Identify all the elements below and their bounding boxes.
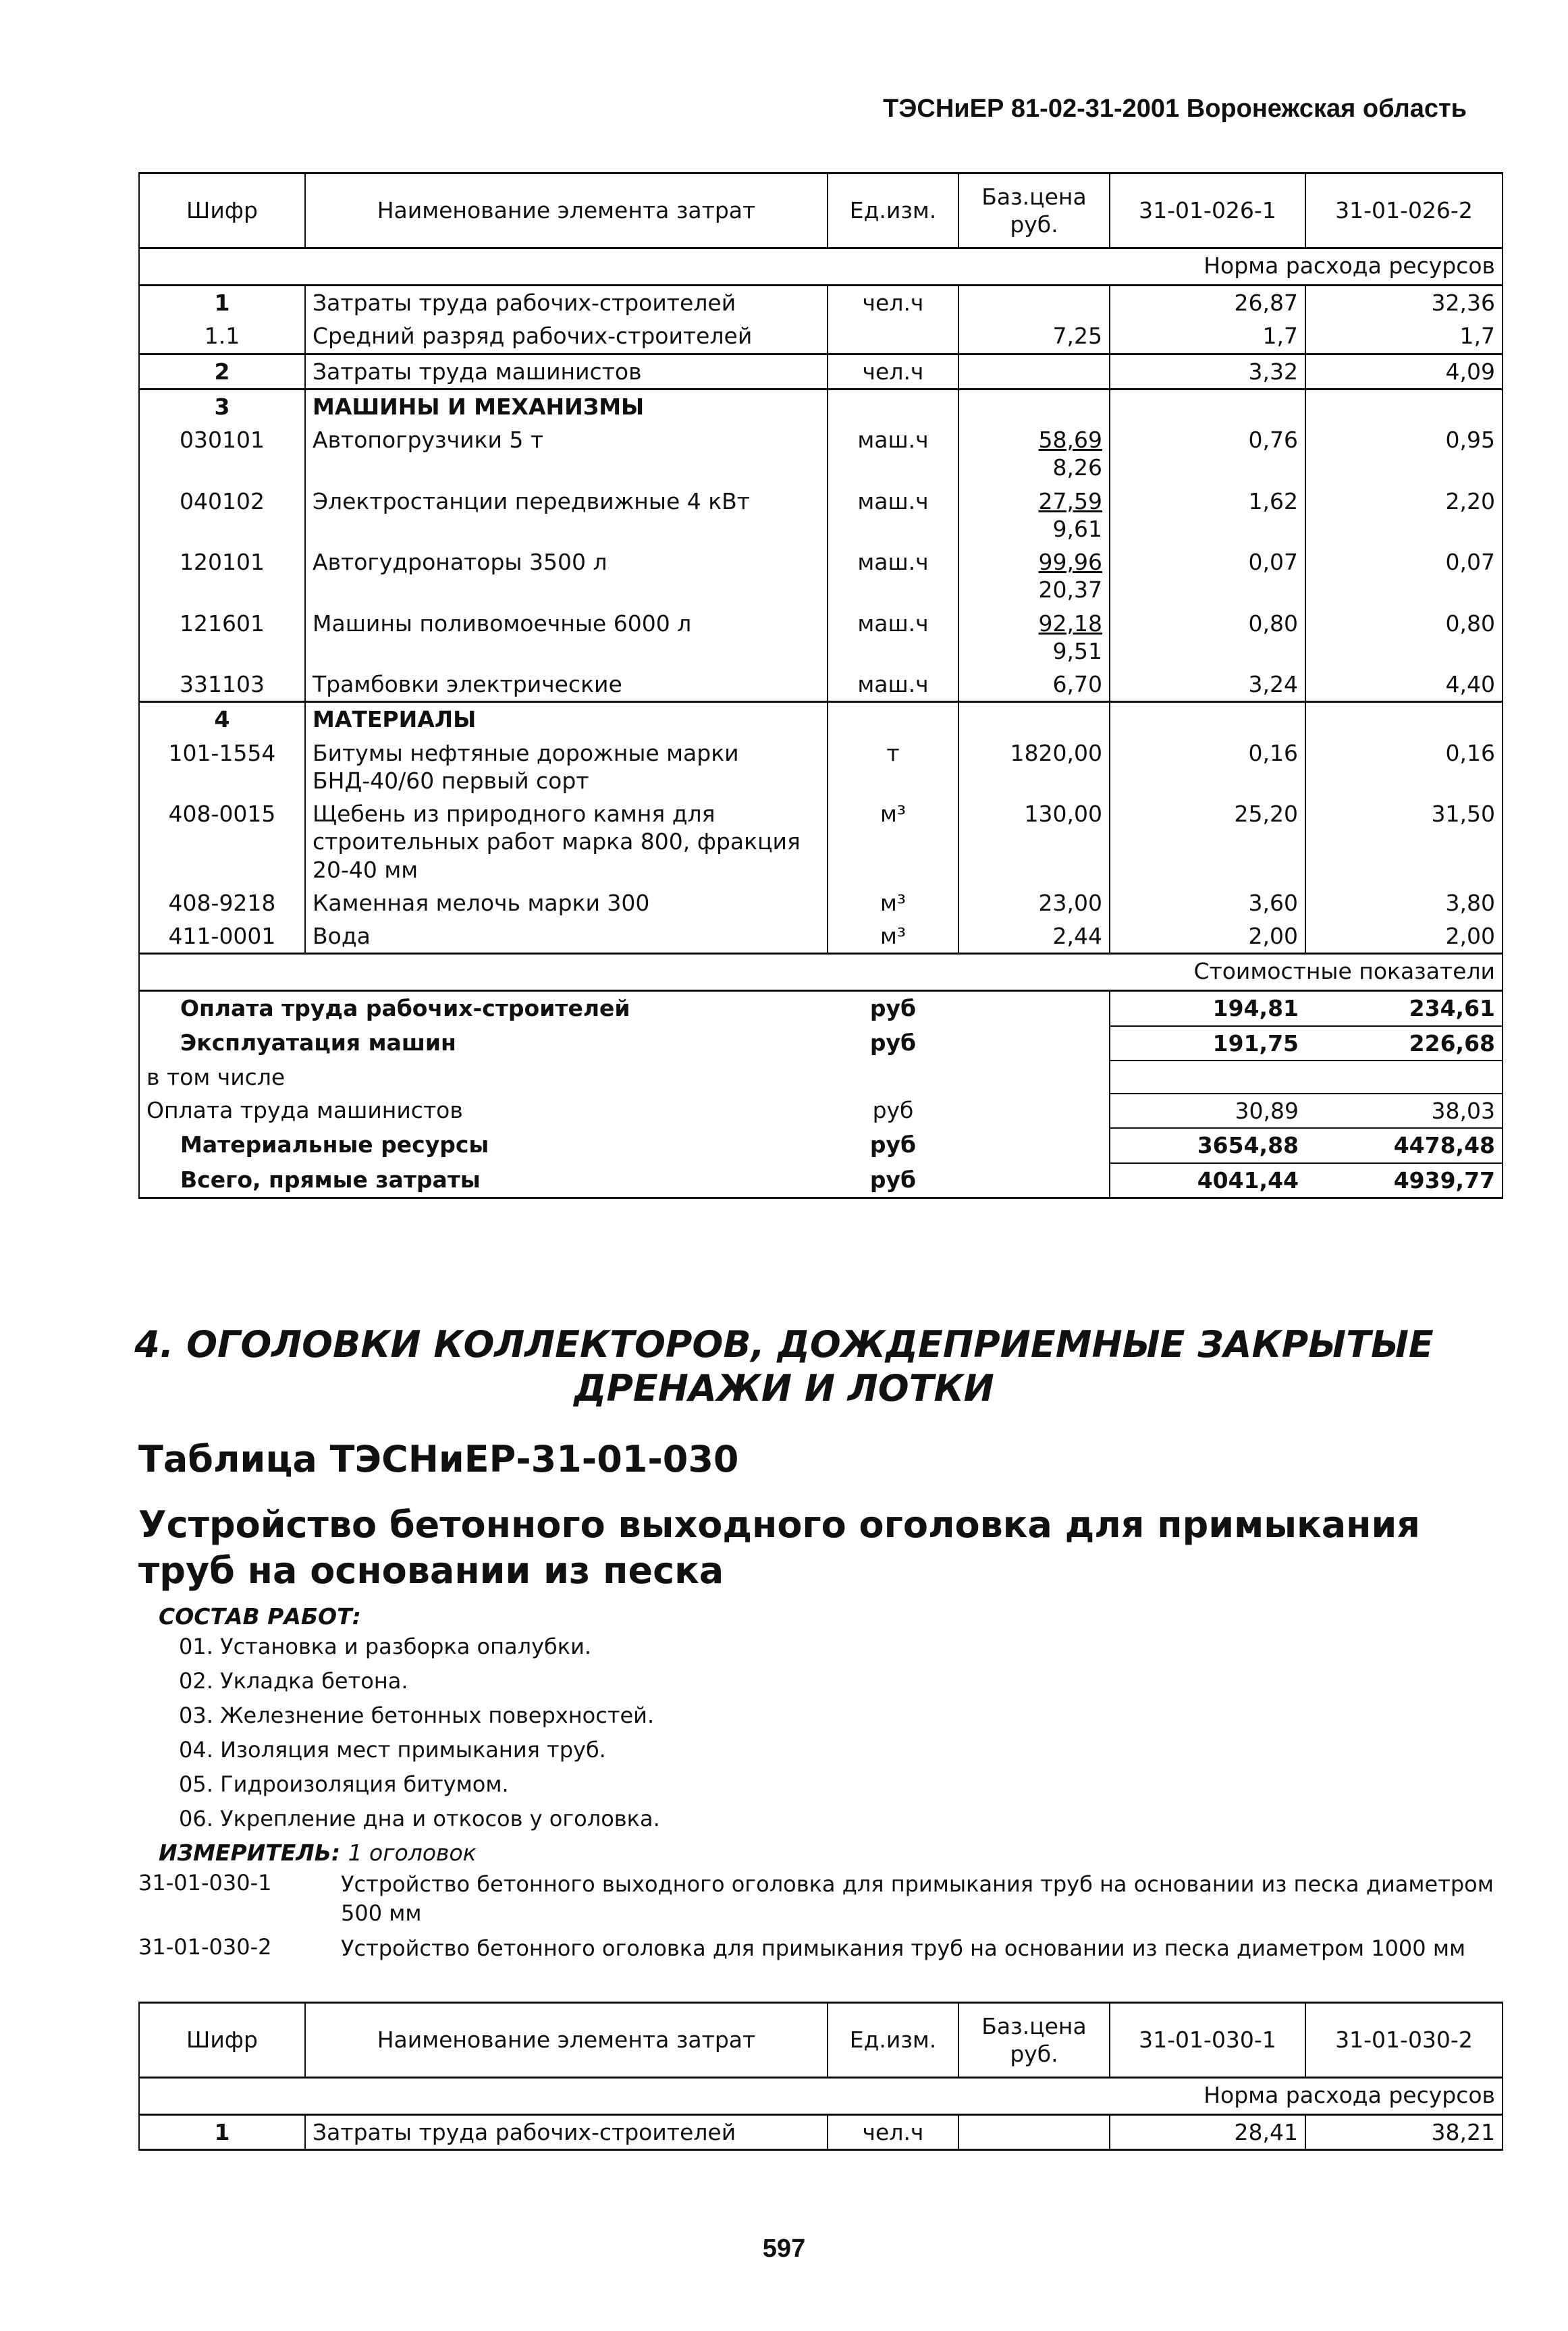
cost-value-b: 234,61 (1305, 991, 1503, 1026)
row-name: Битумы нефтяные дорожные марки БНД-40/60 первый сорт (305, 736, 828, 798)
resource-table-1 (138, 172, 1503, 1199)
row-price (958, 354, 1110, 389)
row-value-b: 1,7 (1305, 319, 1503, 354)
row-unit: м³ (828, 886, 958, 919)
row-value-a: 26,87 (1110, 286, 1305, 320)
row-value-a: 0,80 (1110, 607, 1305, 668)
row-unit: чел.ч (828, 354, 958, 389)
cost-value-a: 30,89 (1110, 1094, 1305, 1128)
row-name: Затраты труда машинистов (305, 354, 828, 389)
header2-col-a: 31-01-030-1 (1110, 2003, 1305, 2078)
cost-value-a: 194,81 (1110, 991, 1305, 1026)
row-unit: маш.ч (828, 607, 958, 668)
cost-name: Оплата труда машинистов (139, 1094, 828, 1128)
row-value-a: 3,24 (1110, 668, 1305, 702)
cost-name: Оплата труда рабочих-строителей (139, 991, 828, 1026)
row-price (958, 607, 1110, 668)
row-value-a: 25,20 (1110, 797, 1305, 886)
row-value-b: 4,09 (1305, 354, 1503, 389)
row-price (958, 485, 1110, 546)
row-value-a: 28,41 (1110, 2115, 1305, 2150)
header-name: Наименование элемента затрат (305, 173, 828, 248)
row-code: 4 (139, 702, 305, 736)
row-code: 408-0015 (139, 797, 305, 886)
meter-label (159, 1840, 477, 1866)
section-title-line2: ДРЕНАЖИ И ЛОТКИ (574, 1367, 994, 1410)
row-price (958, 286, 1110, 320)
row-price (958, 668, 1110, 702)
table2-row (139, 2115, 1503, 2150)
row-code: 030101 (139, 423, 305, 485)
cost-row (139, 1128, 1503, 1162)
cost-label-row (139, 954, 1503, 991)
cost-unit (828, 1061, 958, 1094)
price-value: 1820,00 (1010, 739, 1102, 766)
header2-code: Шифр (139, 2003, 305, 2078)
row-name: Щебень из природного камня для строительных работ марка 800, фракция 20-40 мм (305, 797, 828, 886)
row-unit: маш.ч (828, 423, 958, 485)
row-value-a: 1,62 (1110, 485, 1305, 546)
norm2-label: Норма расхода ресурсов (139, 2078, 1503, 2115)
table-row (139, 668, 1503, 702)
work-item: 03. Железнение бетонных поверхностей. (179, 1703, 655, 1728)
row-unit: м³ (828, 797, 958, 886)
table-row (139, 389, 1503, 423)
row-value-a: 3,60 (1110, 886, 1305, 919)
cost-value-a: 3654,88 (1110, 1128, 1305, 1162)
header-col-b: 31-01-026-2 (1305, 173, 1503, 248)
table2-header-row (139, 2003, 1503, 2078)
cost-name: в том числе (139, 1061, 828, 1094)
table-row (139, 354, 1503, 389)
cost-value-b: 226,68 (1305, 1026, 1503, 1061)
row-code: 1 (139, 286, 305, 320)
measure-text-1: Устройство бетонного выходного оголовка для примыкания труб на основании из песка диаметром 500 мм (341, 1871, 1494, 1927)
row-name: Автогудронаторы 3500 л (305, 545, 828, 607)
row-value-b: 2,20 (1305, 485, 1503, 546)
row-unit: чел.ч (828, 286, 958, 320)
row-value-a: 0,16 (1110, 736, 1305, 798)
row-code: 121601 (139, 607, 305, 668)
row-value-b: 4,40 (1305, 668, 1503, 702)
meter-label-text: ИЗМЕРИТЕЛЬ: (159, 1840, 341, 1866)
cost-row (139, 1061, 1503, 1094)
cost-value-b: 4478,48 (1305, 1128, 1503, 1162)
works-label: СОСТАВ РАБОТ: (159, 1603, 361, 1630)
cost-row (139, 991, 1503, 1026)
header-code: Шифр (139, 173, 305, 248)
row-name: МАШИНЫ И МЕХАНИЗМЫ (305, 389, 828, 423)
table-row (139, 286, 1503, 320)
running-header: ТЭСНиЕР 81-02-31-2001 Воронежская область (883, 95, 1467, 123)
price-value: 6,70 (1052, 671, 1102, 697)
row-price (958, 797, 1110, 886)
measure-code-1: 31-01-030-1 (138, 1870, 272, 1896)
row-value-b: 0,95 (1305, 423, 1503, 485)
price-value: 99,96 (1038, 549, 1102, 575)
price-wage-value: 8,26 (1052, 454, 1102, 481)
row-unit (828, 389, 958, 423)
price-value: 27,59 (1038, 487, 1102, 514)
table-row (139, 886, 1503, 919)
header-unit: Ед.изм. (828, 173, 958, 248)
row-unit: чел.ч (828, 2115, 958, 2150)
cost-value-a: 4041,44 (1110, 1163, 1305, 1198)
table-row (139, 736, 1503, 798)
norm-row (139, 248, 1503, 286)
cost-row (139, 1163, 1503, 1198)
row-name: Машины поливомоечные 6000 л (305, 607, 828, 668)
row-code: 2 (139, 354, 305, 389)
cost-name: Всего, прямые затраты (139, 1163, 828, 1198)
meter-value: 1 оголовок (348, 1840, 477, 1866)
row-value-b (1305, 702, 1503, 736)
work-item: 01. Установка и разборка опалубки. (179, 1634, 592, 1659)
cost-unit: руб (872, 1097, 914, 1123)
row-value-a: 2,00 (1110, 919, 1305, 954)
row-code: 411-0001 (139, 919, 305, 954)
cost-unit: руб (869, 1131, 917, 1158)
price-value: 130,00 (1024, 801, 1102, 827)
cost-value-a (1110, 1061, 1305, 1094)
cost-unit: руб (869, 1029, 917, 1056)
row-name: Электростанции передвижные 4 кВт (305, 485, 828, 546)
work-item: 04. Изоляция мест примыкания труб. (179, 1737, 606, 1763)
row-code: 040102 (139, 485, 305, 546)
cost-empty (958, 1128, 1110, 1162)
header2-col-b: 31-01-030-2 (1305, 2003, 1503, 2078)
row-name: Затраты труда рабочих-строителей (305, 286, 828, 320)
table-title: Таблица ТЭСНиЕР-31-01-030 (138, 1438, 739, 1480)
row-value-b (1305, 389, 1503, 423)
row-value-a (1110, 389, 1305, 423)
header2-price: Баз.цена руб. (958, 2003, 1110, 2078)
cost-value-a: 191,75 (1110, 1026, 1305, 1061)
table-row (139, 319, 1503, 354)
work-item: 02. Укладка бетона. (179, 1668, 408, 1694)
price-value: 2,44 (1052, 923, 1102, 949)
header-col-a: 31-01-026-1 (1110, 173, 1305, 248)
cost-empty (958, 1026, 1110, 1061)
cost-value-b (1305, 1061, 1503, 1094)
cost-name: Материальные ресурсы (139, 1128, 828, 1162)
table-row (139, 919, 1503, 954)
cost-row (139, 1094, 1503, 1128)
row-unit: т (828, 736, 958, 798)
price-wage-value: 9,61 (1052, 515, 1102, 542)
row-unit: маш.ч (828, 668, 958, 702)
header2-name: Наименование элемента затрат (305, 2003, 828, 2078)
row-code: 408-9218 (139, 886, 305, 919)
table-row (139, 423, 1503, 485)
price-value: 7,25 (1052, 323, 1102, 350)
header2-unit: Ед.изм. (828, 2003, 958, 2078)
cost-unit: руб (869, 995, 917, 1022)
row-name: Трамбовки электрические (305, 668, 828, 702)
row-unit (828, 702, 958, 736)
row-code: 1 (139, 2115, 305, 2150)
row-value-b: 0,16 (1305, 736, 1503, 798)
row-price (958, 886, 1110, 919)
row-name: Автопогрузчики 5 т (305, 423, 828, 485)
row-code: 331103 (139, 668, 305, 702)
price-value: 92,18 (1038, 610, 1102, 637)
price-wage-value: 20,37 (1038, 577, 1102, 604)
row-price (958, 736, 1110, 798)
row-value-a: 3,32 (1110, 354, 1305, 389)
table-row (139, 545, 1503, 607)
row-value-b: 0,07 (1305, 545, 1503, 607)
cost-empty (958, 1163, 1110, 1198)
norm-label: Норма расхода ресурсов (139, 248, 1503, 286)
cost-row (139, 1026, 1503, 1061)
table-header-row (139, 173, 1503, 248)
row-name: Вода (305, 919, 828, 954)
cost-name: Эксплуатация машин (139, 1026, 828, 1061)
row-price (958, 389, 1110, 423)
table-row (139, 485, 1503, 546)
row-price (958, 2115, 1110, 2150)
resource-table-2 (138, 2002, 1503, 2151)
price-wage-value: 9,51 (1052, 637, 1102, 664)
table-subtitle: Устройство бетонного выходного оголовка для примыкания труб на основании из песка (138, 1503, 1420, 1592)
row-value-a: 0,76 (1110, 423, 1305, 485)
row-price (958, 319, 1110, 354)
table-row (139, 702, 1503, 736)
price-value: 58,69 (1038, 427, 1102, 453)
cost-unit: руб (828, 1163, 958, 1198)
table-row (139, 797, 1503, 886)
row-price (958, 545, 1110, 607)
table-row (139, 607, 1503, 668)
cost-value-b: 4939,77 (1305, 1163, 1503, 1198)
row-code: 3 (139, 389, 305, 423)
cost-value-b: 38,03 (1305, 1094, 1503, 1128)
row-value-a (1110, 702, 1305, 736)
measure-code-2: 31-01-030-2 (138, 1934, 272, 1960)
cost-empty (958, 1061, 1110, 1094)
price-value: 23,00 (1038, 889, 1102, 916)
cost-label: Стоимостные показатели (139, 954, 1503, 991)
cost-empty (958, 1094, 1110, 1128)
row-value-a: 0,07 (1110, 545, 1305, 607)
work-item: 05. Гидроизоляция битумом. (179, 1771, 509, 1797)
work-item: 06. Укрепление дна и откосов у оголовка. (179, 1806, 660, 1831)
row-value-b: 32,36 (1305, 286, 1503, 320)
header-price: Баз.цена руб. (958, 173, 1110, 248)
row-unit: маш.ч (828, 545, 958, 607)
norm2-row (139, 2078, 1503, 2115)
row-code: 101-1554 (139, 736, 305, 798)
row-name: МАТЕРИАЛЫ (305, 702, 828, 736)
table-body (139, 286, 1503, 1198)
cost-empty (958, 991, 1110, 1026)
row-value-b: 0,80 (1305, 607, 1503, 668)
row-code: 120101 (139, 545, 305, 607)
measure-text-2: Устройство бетонного оголовка для примыкания труб на основании из песка диаметром 1000 мм (341, 1935, 1466, 1961)
row-price (958, 702, 1110, 736)
section-title-line1: 4. ОГОЛОВКИ КОЛЛЕКТОРОВ, ДОЖДЕПРИЕМНЫЕ ЗАКРЫТЫЕ (134, 1323, 1434, 1366)
row-name: Затраты труда рабочих-строителей (305, 2115, 828, 2150)
row-value-b: 38,21 (1305, 2115, 1503, 2150)
row-name: Средний разряд рабочих-строителей (305, 319, 828, 354)
row-code: 1.1 (139, 319, 305, 354)
row-unit: маш.ч (828, 485, 958, 546)
row-value-b: 31,50 (1305, 797, 1503, 886)
row-value-a: 1,7 (1110, 319, 1305, 354)
row-price (958, 423, 1110, 485)
row-unit (828, 319, 958, 354)
page-number: 597 (762, 2234, 806, 2263)
row-unit: м³ (828, 919, 958, 954)
row-value-b: 3,80 (1305, 886, 1503, 919)
row-name: Каменная мелочь марки 300 (305, 886, 828, 919)
row-price (958, 919, 1110, 954)
row-value-b: 2,00 (1305, 919, 1503, 954)
